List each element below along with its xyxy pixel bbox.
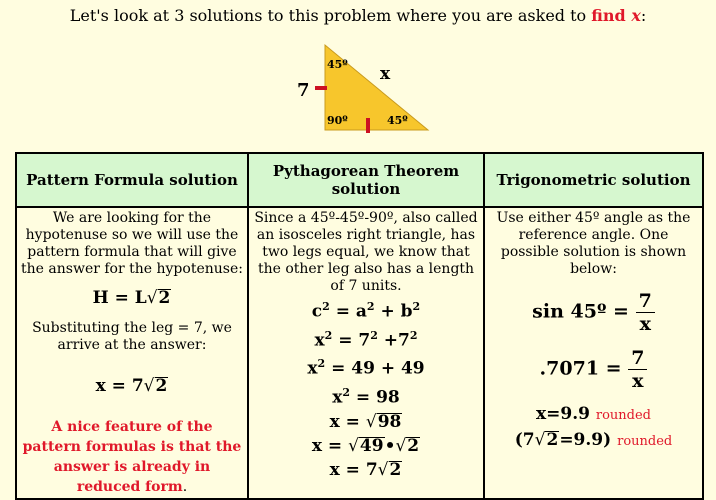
formula-radicand: 2 xyxy=(158,288,171,308)
trig-decimal-eq xyxy=(488,347,699,392)
sin-denominator: x xyxy=(639,313,651,335)
leg-label: 7 xyxy=(297,80,310,101)
sin-fraction xyxy=(636,290,655,335)
pyth-line-2: $x^2 = 7^2 +7^2$ xyxy=(314,328,418,351)
trig-sin-eq xyxy=(488,290,699,335)
sin-label: sin 45º = xyxy=(532,300,629,323)
leg-tick-left xyxy=(315,86,327,90)
header-trig: Trigonometric solution xyxy=(484,153,703,207)
pyth-line-6: x = √49•√2 xyxy=(311,435,420,456)
pattern-note-wrap xyxy=(20,416,244,496)
triangle-svg xyxy=(295,42,435,142)
answer-left: x = 7 xyxy=(95,376,144,396)
header-pattern: Pattern Formula solution xyxy=(16,153,248,207)
pattern-formula: H = L√2 xyxy=(92,288,171,308)
intro-text xyxy=(0,6,716,25)
trig-result-1: x=9.9 rounded xyxy=(535,404,651,424)
content-row xyxy=(16,207,703,499)
pattern-substitute: Substituting the leg = 7, we arrive at the answer: xyxy=(32,320,232,353)
intro-body: Let's look at 3 solutions to this problem where you are asked to xyxy=(69,6,592,25)
intro-find: find xyxy=(591,6,632,25)
trig-cell xyxy=(484,207,703,499)
formula-left: H = L xyxy=(92,288,147,308)
intro-var: x xyxy=(631,6,641,25)
header-row xyxy=(16,153,703,207)
right-angle-label: 90º xyxy=(327,114,348,127)
pyth-line-3: $x^2 = 49 + 49$ xyxy=(307,357,425,379)
pattern-intro: We are looking for the hypotenuse so we will use the pattern formula that will give the answer for the hypotenuse: xyxy=(21,210,243,277)
pythagorean-cell xyxy=(248,207,484,499)
trig-intro: Use either 45º angle as the reference angle. One possible solution is shown below: xyxy=(496,210,691,277)
trig-result-2: (7√2=9.9) rounded xyxy=(514,430,673,450)
triangle-diagram xyxy=(295,42,435,142)
header-pythagorean: Pythagorean Theorem solution xyxy=(248,153,484,207)
solutions-table xyxy=(15,152,704,500)
pyth-line-7: x = 7√2 xyxy=(329,459,402,480)
decimal-denominator: x xyxy=(632,370,644,392)
pyth-line-4: $x^2 = 98$ xyxy=(332,385,400,408)
pattern-cell xyxy=(16,207,248,499)
sin-numerator: 7 xyxy=(636,290,655,313)
pyth-line-5: x = √98 xyxy=(329,411,402,432)
hypotenuse-label: x xyxy=(380,64,391,84)
leg-tick-bottom xyxy=(366,118,370,133)
pattern-answer: x = 7√2 xyxy=(95,376,168,396)
decimal-label: .7071 = xyxy=(539,357,622,380)
decimal-numerator: 7 xyxy=(628,347,647,370)
top-angle-label: 45º xyxy=(327,58,348,71)
decimal-fraction xyxy=(628,347,647,392)
pattern-note: A nice feature of the pattern formulas is that the answer is already in reduced form xyxy=(22,419,242,495)
pattern-note-end: . xyxy=(182,479,188,495)
answer-radicand: 2 xyxy=(155,376,168,396)
bottom-angle-label: 45º xyxy=(387,114,408,127)
intro-colon: : xyxy=(640,6,647,25)
pyth-intro: Since a 45º-45º-90º, also called an isosceles right triangle, has two legs equal, we know that the other leg also has a length of 7 units. xyxy=(254,210,478,294)
intro-highlight xyxy=(591,6,641,25)
pyth-line-1: $c^2 = a^2 + b^2$ xyxy=(311,300,421,322)
